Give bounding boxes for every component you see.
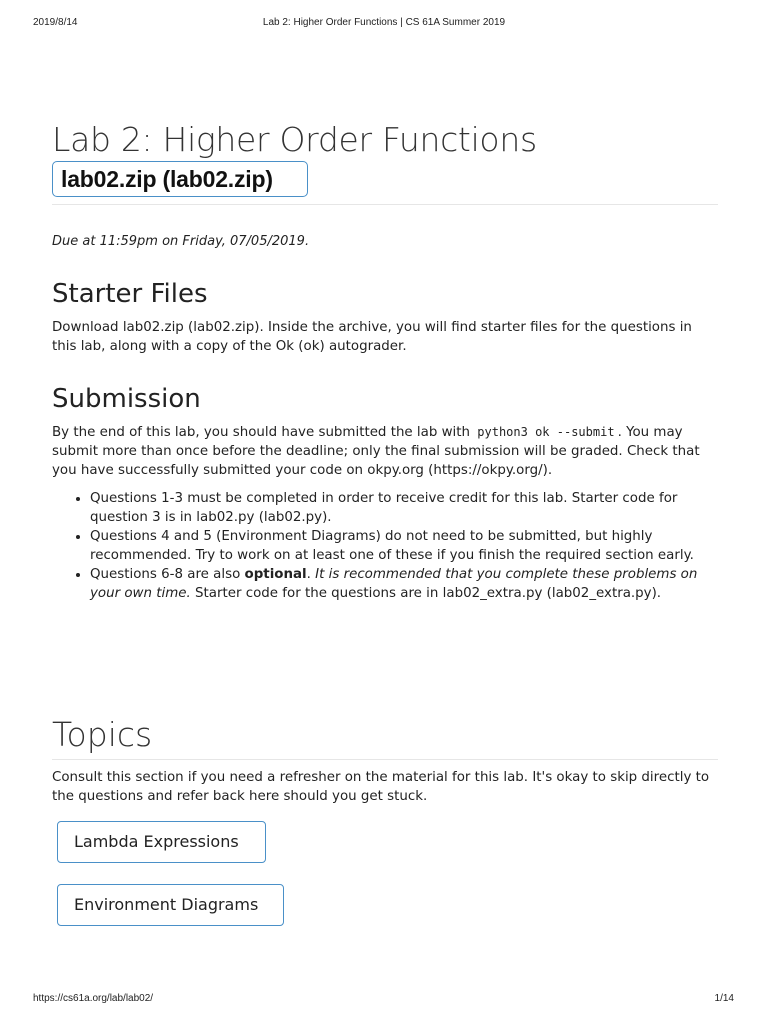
list-item: • Questions 4 and 5 (Environment Diagrams) do not need to be submitted, but highly recommended. Try to work on at least one of these if you finish the required section early. bbox=[90, 527, 718, 565]
page-number: 1/14 bbox=[714, 993, 734, 1004]
optional-label: optional bbox=[244, 567, 307, 582]
topics-heading: Topics bbox=[52, 715, 153, 754]
print-header bbox=[0, 17, 768, 31]
submission-text-end: . You may submit more than once before the deadline; only the final submission will be graded. Check that you have successfully submitted your code on okpy.org (https://okpy.org/). bbox=[52, 425, 700, 478]
submission-text bbox=[52, 423, 718, 480]
page-url: https://cs61a.org/lab/lab02/ bbox=[33, 993, 154, 1004]
print-page-title: Lab 2: Higher Order Functions | CS 61A Summer 2019 bbox=[262, 17, 506, 28]
starter-files-heading: Starter Files bbox=[52, 279, 208, 309]
q3-separator: . bbox=[306, 567, 316, 582]
submission-heading: Submission bbox=[52, 384, 201, 414]
environment-diagrams-button[interactable]: Environment Diagrams bbox=[57, 884, 284, 926]
recommendation-text: It is recommended that you complete these problems on your own time. bbox=[90, 567, 698, 601]
submission-text-start: By the end of this lab, you should have submitted the lab with bbox=[52, 425, 475, 440]
q3-text-end: Starter code for the questions are in lab02_extra.py (lab02_extra.py). bbox=[190, 586, 662, 601]
title-divider bbox=[52, 204, 718, 205]
lab-zip-link[interactable]: lab02.zip (lab02.zip) bbox=[52, 161, 308, 197]
q3-text-start: Questions 6-8 are also bbox=[90, 567, 245, 582]
list-item: • Questions 1-3 must be completed in order to receive credit for this lab. Starter code for question 3 is in lab02.py (lab02.py). bbox=[90, 489, 718, 527]
submit-command: python3 ok --submit bbox=[477, 425, 615, 439]
starter-files-text: Download lab02.zip (lab02.zip). Inside the archive, you will find starter files for the questions in this lab, along with a copy of the Ok (ok) autograder. bbox=[52, 320, 692, 354]
page-title: Lab 2: Higher Order Functions bbox=[52, 120, 537, 159]
topics-text: Consult this section if you need a refresher on the material for this lab. It's okay to skip directly to the questions and refer back here should you get stuck. bbox=[52, 770, 710, 804]
topics-divider bbox=[52, 759, 718, 760]
requirements-list bbox=[52, 489, 718, 603]
due-date: Due at 11:59pm on Friday, 07/05/2019. bbox=[52, 234, 310, 249]
print-date: 2019/8/14 bbox=[33, 17, 78, 28]
lambda-expressions-button[interactable]: Lambda Expressions bbox=[57, 821, 266, 863]
print-footer bbox=[0, 993, 768, 1007]
list-item bbox=[90, 565, 718, 603]
